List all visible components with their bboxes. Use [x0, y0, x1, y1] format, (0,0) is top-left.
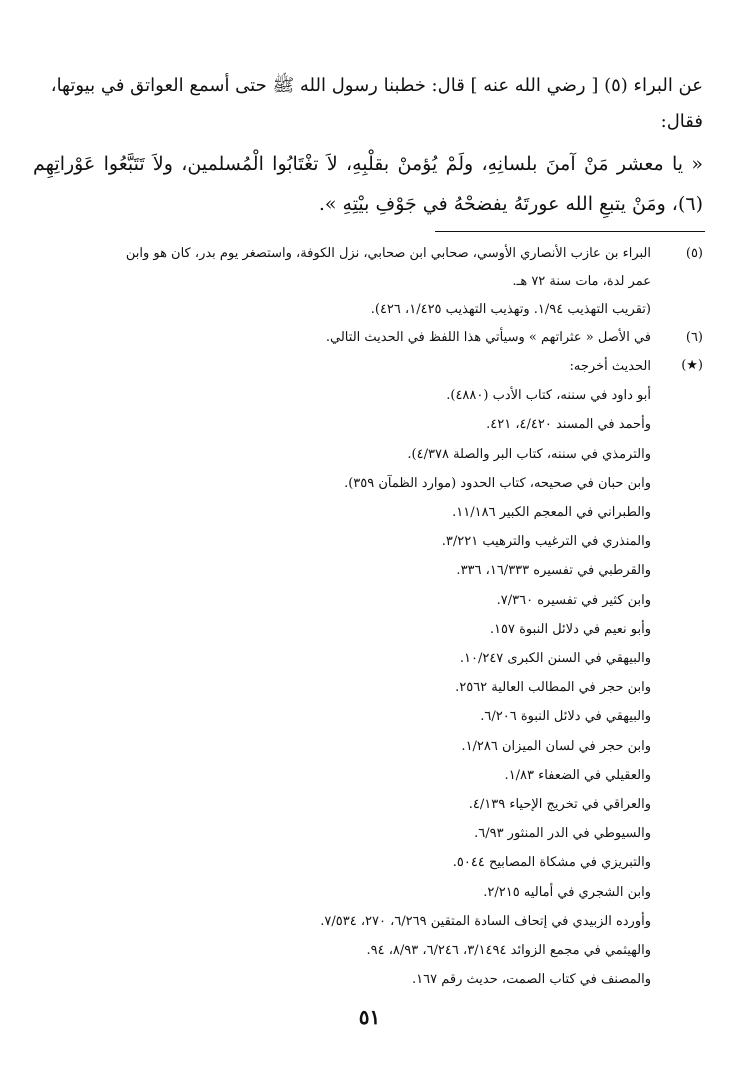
footnote-star — [33, 352, 703, 994]
source-line: والمنذري في الترغيب والترهيب ٣/٢٢١. — [441, 534, 651, 550]
source-line: والعقيلي في الضعفاء ١/٨٣. — [504, 767, 651, 783]
hadith-text: « يا معشر مَنْ آمنَ بلسانِهِ، ولَمْ يُؤمنْ بقلْبِهِ، لاَ تغْتَابُوا الْمُسلمين، ولاَ تَتَبَّعُوا عَوْراتِهِم (٦)، ومَنْ يتبعِ الله عورتَهُ يفضحْهُ في جَوْفِ بيْتِهِ ». — [33, 153, 703, 215]
source-line: والبيهقي في دلائل النبوة ٦/٢٠٦. — [480, 709, 651, 725]
source-line: والبيهقي في السنن الكبرى ١٠/٢٤٧. — [459, 651, 651, 667]
footnotes — [33, 240, 703, 994]
footnote-separator — [435, 231, 705, 232]
source-line: وابن حجر في المطالب العالية ٢٥٦٢. — [455, 680, 651, 696]
source-line: وابن كثير في تفسيره ٧/٣٦٠. — [496, 592, 651, 608]
source-line: وابن حبان في صحيحه، كتاب الحدود (موارد الظمآن ٣٥٩). — [344, 475, 651, 491]
source-line: والترمذي في سننه، كتاب البر والصلة ٤/٣٧٨). — [407, 446, 651, 462]
source-line: والطبراني في المعجم الكبير ١١/١٨٦. — [452, 505, 651, 521]
source-line: والمصنف في كتاب الصمت، حديث رقم ١٦٧. — [412, 972, 651, 988]
footnote-5-line-3: (تقريب التهذيب ١/٩٤. وتهذيب التهذيب ١/٤٢٥، ٤٢٦). — [370, 302, 651, 317]
intro-line-2: فقال: — [660, 111, 703, 132]
main-text — [33, 68, 703, 224]
source-line: أبو داود في سننه، كتاب الأدب (٤٨٨٠). — [446, 388, 651, 404]
source-line: وأبو نعيم في دلائل النبوة ١٥٧. — [489, 621, 651, 637]
source-line: والسيوطي في الدر المنثور ٦/٩٣. — [474, 826, 651, 842]
footnote-5-line-1: البراء بن عازب الأنصاري الأوسي، صحابي ابن صحابي، نزل الكوفة، واستصغر يوم بدر، كان هو وابن — [125, 246, 651, 261]
source-line: والتبريزي في مشكاة المصابيح ٥٠٤٤. — [452, 855, 651, 871]
footnote-5-line-2: عمر لدة، مات سنة ٧٢ هـ. — [512, 274, 651, 289]
source-line: والقرطبي في تفسيره ١٦/٣٣٣، ٣٣٦. — [456, 563, 651, 579]
footnote-star-heading: الحديث أخرجه: — [569, 359, 651, 374]
footnote-6 — [33, 324, 703, 352]
footnote-6-number: (٦) — [685, 330, 703, 345]
footnote-5-body — [33, 240, 651, 324]
footnote-star-body — [33, 352, 651, 994]
footnote-6-body — [33, 324, 651, 352]
footnote-5 — [33, 240, 703, 324]
source-line: وابن الشجري في أماليه ٢/٢١٥. — [483, 884, 651, 900]
source-line: والعراقي في تخريج الإحياء ٤/١٣٩. — [468, 797, 651, 813]
footnote-star-number: (★) — [681, 358, 703, 373]
source-line: والهيثمي في مجمع الزوائد ٣/١٤٩٤، ٦/٢٤٦، ٨/٩٣، ٩٤. — [366, 943, 651, 959]
footnote-5-number: (٥) — [685, 246, 703, 261]
source-line: وابن حجر في لسان الميزان ١/٢٨٦. — [461, 738, 651, 754]
page-number: ٥١ — [358, 1005, 381, 1029]
source-line: وأحمد في المسند ٤/٤٢٠، ٤٢١. — [486, 417, 651, 433]
intro-line-1: عن البراء (٥) [ رضي الله عنه ] قال: خطبنا رسول الله ﷺ حتى أسمع العواتق في بيوتها، — [50, 75, 703, 96]
footnote-6-text: في الأصل « عثراتهم » وسيأتي هذا اللفظ في الحديث التالي. — [325, 330, 651, 345]
source-line: وأورده الزبيدي في إتحاف السادة المتقين ٦/٢٦٩، ٢٧٠، ٧/٥٣٤. — [320, 913, 651, 929]
